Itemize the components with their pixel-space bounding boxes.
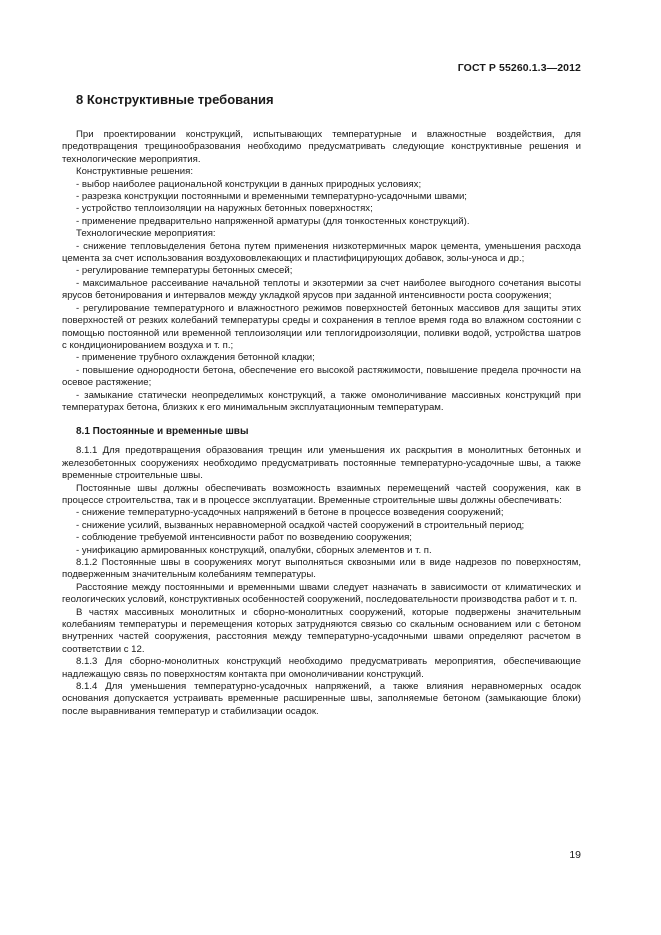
list-item: - унификацию армированных конструкций, опалубки, сборных элементов и т. п. xyxy=(76,544,432,556)
list-item: - выбор наиболее рациональной конструкции в данных природных условиях; xyxy=(76,178,422,190)
list-item: - применение предварительно напряженной арматуры (для тонкостенных конструкций). xyxy=(76,215,470,227)
document-code: ГОСТ Р 55260.1.3—2012 xyxy=(457,62,581,74)
page-content xyxy=(62,92,581,718)
list-item: - устройство теплоизоляции на наружных бетонных поверхностях; xyxy=(76,203,373,215)
page-number: 19 xyxy=(569,849,581,861)
subsection-body xyxy=(62,445,581,718)
paragraph: Постоянные швы должны обеспечивать возможность взаимных перемещений частей сооружения, как в процессе строительства, так и в процессе эксплуатации. Временные строительные швы должны обеспечивать: xyxy=(62,482,581,506)
section-title: 8 Конструктивные требования xyxy=(76,92,274,107)
list-item: - повышение однородности бетона, обеспечение его высокой растяжимости, повышение предела прочности на осевое растяжение; xyxy=(62,364,581,389)
list-item: - регулирование температуры бетонных смесей; xyxy=(76,265,293,277)
subsection-title: 8.1 Постоянные и временные швы xyxy=(76,426,249,438)
paragraph: 8.1.4 Для уменьшения температурно-усадочных напряжений, а также влияния неравномерных осадок основания допускается устраивать временные расширенные швы, заполняемые бетоном (замыкающие блоки) после выравнивания температур и стабилизации осадок. xyxy=(62,681,581,717)
list-item: - снижение усилий, вызванных неравномерной осадкой частей сооружений в строительный период; xyxy=(76,519,525,531)
paragraph: 8.1.2 Постоянные швы в сооружениях могут выполняться сквозными или в виде надрезов по поверхностям, подверженным значительным колебаниям температуры. xyxy=(62,557,581,581)
paragraph: 8.1.3 Для сборно-монолитных конструкций необходимо предусматривать мероприятия, обеспечивающие надлежащую связь по поверхностям контакта при омоноличивании конструкций. xyxy=(62,656,581,680)
list-item: - соблюдение требуемой интенсивности работ по возведению сооружения; xyxy=(76,532,412,544)
paragraph: Конструктивные решения: xyxy=(76,166,194,178)
list-item: - разрезка конструкции постоянными и временными температурно-усадочными швами; xyxy=(76,191,467,203)
paragraph: В частях массивных монолитных и сборно-монолитных сооружений, которые подвержены значительным колебаниям температуры и перемещения которых затрудняются связью со скальным основанием или с бетоном внутренних частей сооружения, расстояния между температурно-усадочными швами определяют расчетом в соответствии с 12. xyxy=(62,606,581,655)
list-item: - замыкание статически неопределимых конструкций, а также омоноличивание массивных конструкций при температурах бетона, близких к его минимальным эксплуатационным температурам. xyxy=(62,389,581,413)
paragraph: Технологические мероприятия: xyxy=(76,228,216,240)
paragraph: При проектировании конструкций, испытывающих температурные и влажностные воздействия, для предотвращения трещинообразования необходимо предусматривать следующие конструктивные решения и технологические мероприятия. xyxy=(62,129,581,165)
list-item: - регулирование температурного и влажностного режимов поверхностей бетонных массивов для защиты этих поверхностей от резких колебаний температуры среды и сохранения в теплое время года во влажном состоянии с помощью постоянной или временной теплоизоляции или теплогидроизоляции, поливки водой, устройства шатров с кондиционированием воздуха и т. п.; xyxy=(62,302,581,351)
list-item: - максимальное рассеивание начальной теплоты и экзотермии за счет наиболее выгодного сочетания высоты ярусов бетонирования и интервалов между укладкой ярусов при заданной интенсивности роста сооружения; xyxy=(62,277,581,302)
paragraph: Расстояние между постоянными и временными швами следует назначать в зависимости от климатических и геологических условий, конструктивных особенностей сооружений, последовательности производства работ и т. п. xyxy=(62,581,581,606)
paragraph: 8.1.1 Для предотвращения образования трещин или уменьшения их раскрытия в монолитных бетонных и железобетонных сооружениях необходимо предусматривать постоянные температурно-усадочные швы, а также временные строительные швы. xyxy=(62,445,581,482)
list-item: - снижение тепловыделения бетона путем применения низкотермичных марок цемента, уменьшения расхода цемента за счет использования воздухововлекающих и пластифицирующих добавок, золы-уноса и др.; xyxy=(62,240,581,265)
section-body xyxy=(62,129,581,414)
list-item: - применение трубного охлаждения бетонной кладки; xyxy=(76,352,315,364)
list-item: - снижение температурно-усадочных напряжений в бетоне в процессе возведения сооружений; xyxy=(76,507,504,519)
